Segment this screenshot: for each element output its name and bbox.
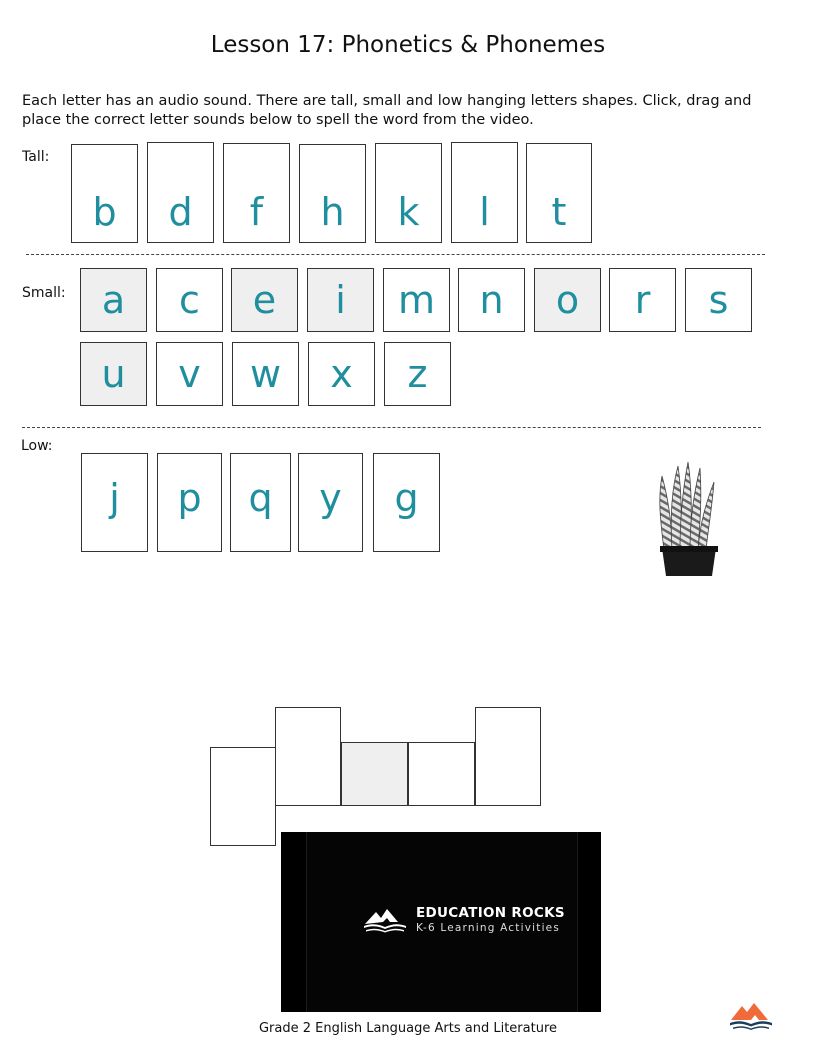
letter-card-w[interactable]: w: [232, 342, 299, 406]
letter-card-k[interactable]: k: [375, 143, 442, 243]
mountain-book-logo-icon: [362, 906, 408, 934]
section-divider: [26, 254, 765, 255]
letter-card-t[interactable]: t: [526, 143, 592, 243]
answer-slot-4[interactable]: [408, 742, 475, 806]
brand-subtitle: K-6 Learning Activities: [416, 922, 561, 934]
letter-card-c[interactable]: c: [156, 268, 223, 332]
video-player[interactable]: [281, 832, 601, 1012]
answer-slot-3[interactable]: [341, 742, 408, 806]
answer-slot-5[interactable]: [475, 707, 541, 806]
footer-text: Grade 2 English Language Arts and Literature: [258, 1021, 558, 1036]
letter-card-q[interactable]: q: [230, 453, 291, 552]
letter-card-h[interactable]: h: [299, 144, 366, 243]
letter-card-s[interactable]: s: [685, 268, 752, 332]
potted-plant-icon: [650, 458, 728, 580]
small-label: Small:: [22, 285, 66, 301]
letter-card-a[interactable]: a: [80, 268, 147, 332]
letter-card-b[interactable]: b: [71, 144, 138, 243]
instructions-text: Each letter has an audio sound. There are tall, small and low hanging letters shapes. Click, drag and place the correct letter sounds below to spell the word from the video.: [22, 93, 752, 128]
low-label: Low:: [21, 438, 53, 454]
letter-card-j[interactable]: j: [81, 453, 148, 552]
letter-card-r[interactable]: r: [609, 268, 676, 332]
section-divider: [22, 427, 761, 428]
video-frame: [306, 832, 578, 1012]
letter-card-f[interactable]: f: [223, 143, 290, 243]
answer-slot-2[interactable]: [275, 707, 341, 806]
education-rocks-brand: [362, 905, 565, 934]
letter-card-x[interactable]: x: [308, 342, 375, 406]
letter-card-z[interactable]: z: [384, 342, 451, 406]
letter-card-e[interactable]: e: [231, 268, 298, 332]
letter-card-o[interactable]: o: [534, 268, 601, 332]
letter-card-v[interactable]: v: [156, 342, 223, 406]
letter-card-n[interactable]: n: [458, 268, 525, 332]
answer-slot-1[interactable]: [210, 747, 276, 846]
letter-card-m[interactable]: m: [383, 268, 450, 332]
letter-card-i[interactable]: i: [307, 268, 374, 332]
letter-card-g[interactable]: g: [373, 453, 440, 552]
letter-card-u[interactable]: u: [80, 342, 147, 406]
education-rocks-corner-logo-icon: [728, 1000, 774, 1032]
letter-card-y[interactable]: y: [298, 453, 363, 552]
letter-card-d[interactable]: d: [147, 142, 214, 243]
brand-name: EDUCATION ROCKS: [416, 905, 565, 921]
page-title: Lesson 17: Phonetics & Phonemes: [210, 32, 606, 58]
tall-label: Tall:: [22, 149, 50, 165]
letter-card-l[interactable]: l: [451, 142, 518, 243]
letter-card-p[interactable]: p: [157, 453, 222, 552]
